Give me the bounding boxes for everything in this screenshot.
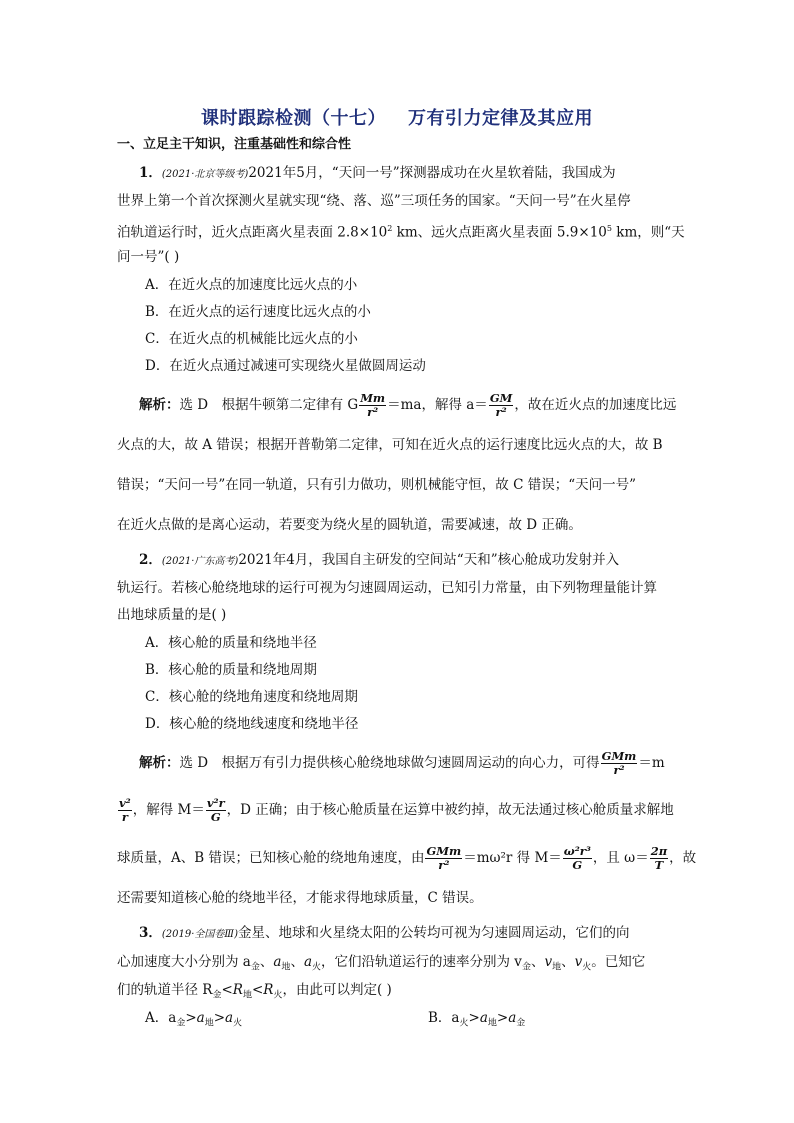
q1-answer-line-4: 在近火点做的是离心运动，若要变为绕火星的圆轨道，需要减速，故 D 正确。 — [117, 517, 582, 533]
title-sub: 万有引力定律及其应用 — [408, 108, 593, 129]
q1-option-d: D．在近火点通过减速可实现绕火星做圆周运动 — [145, 358, 426, 374]
q1-option-c: C．在近火点的机械能比远火点的小 — [145, 331, 358, 347]
q1-line-3: 泊轨道运行时，近火点距离火星表面 $2.8\times 10^2$ km、远火点距离火星表面 $5.9\times 10^5$ km，则“天 — [117, 224, 685, 241]
q2-line-1: 2．(2021·广东高考)2021年4月，我国自主研发的空间站“天和”核心舱成功发射并入 — [139, 552, 620, 568]
q2-option-a: A．核心舱的质量和绕地半径 — [145, 635, 317, 651]
q2-line-2: 轨运行。若核心舱绕地球的运行可视为匀速圆周运动，已知引力常量，由下列物理量能计算 — [117, 580, 657, 596]
section-heading: 一、立足主干知识，注重基础性和综合性 — [117, 137, 352, 152]
q3-line-3: 们的轨道半径 $R_金<R_地<R_火$，由此可以判定( ) — [117, 982, 392, 1001]
q2-answer-line-3: 球质量，A、B 错误；已知核心舱的绕地角速度，由 $\frac{\text{GMm}}{\text{r²}}$ ＝mω²r 得 M＝ $\frac{\text{ω²r³}}{G}$ ，且 ω＝ $\frac{2\pi}{T}$ ，故 — [117, 844, 697, 872]
q3-option-b: B．$a_火>a_地>a_金$ — [428, 1010, 526, 1029]
q1-answer-line-3: 错误；“天问一号”在同一轨道，只有引力做功，则机械能守恒，故 C 错误；“天问一号” — [117, 477, 637, 493]
q3-line-2: 心加速度大小分别为 $a_金$、$a_地$、$a_火$，它们沿轨道运行的速率分别为 $v_金$、$v_地$、$v_火$。已知它 — [117, 954, 646, 973]
q1-answer-line-1: 解析：选 D 根据牛顿第二定律有 G $\frac{Mm}{\text{r²}}$ ＝ma，解得 a＝ $\frac{GM}{\text{r²}}$ ，故在近火点的加速度比远 — [139, 391, 677, 419]
q1-answer-line-2: 火点的大，故 A 错误；根据开普勒第二定律，可知在近火点的运行速度比远火点的大，故 B — [117, 437, 663, 453]
q1-line-1: 1．(2021·北京等级考)2021年5月，“天问一号”探测器成功在火星软着陆，我国成为 — [139, 165, 616, 181]
q1-option-b: B．在近火点的运行速度比远火点的小 — [145, 304, 371, 320]
q2-answer-line-1: 解析：选 D 根据万有引力提供核心舱绕地球做匀速圆周运动的向心力，可得 $\frac{\text{GMm}}{\text{r²}}$ ＝m — [139, 749, 665, 777]
q2-option-c: C．核心舱的绕地角速度和绕地周期 — [145, 689, 358, 705]
q2-line-3: 出地球质量的是( ) — [117, 607, 227, 623]
q2-option-b: B．核心舱的质量和绕地周期 — [145, 662, 317, 678]
q1-option-a: A．在近火点的加速度比远火点的小 — [145, 277, 358, 293]
q3-option-a: A．$a_金>a_地>a_火$ — [145, 1010, 243, 1029]
q1-line-4: 问一号”( ) — [117, 249, 180, 265]
q2-answer-line-2: $\frac{\text{v²}}{r}$ ，解得 M＝ $\frac{\text{v²r}}{G}$ ，D 正确；由于核心舱质量在运算中被约掉，故无法通过核心舱质量求解地 — [119, 796, 674, 824]
page-title — [0, 104, 794, 130]
q3-line-1: 3．(2019·全国卷Ⅲ)金星、地球和火星绕太阳的公转均可视为匀速圆周运动，它们的向 — [139, 925, 630, 941]
q2-answer-line-4: 还需要知道核心舱的绕地半径，才能求得地球质量，C 错误。 — [117, 890, 483, 906]
q1-line-2: 世界上第一个首次探测火星就实现“绕、落、巡”三项任务的国家。“天问一号”在火星停 — [117, 193, 631, 209]
q2-option-d: D．核心舱的绕地线速度和绕地半径 — [145, 716, 359, 732]
title-main: 课时跟踪检测（十七） — [201, 108, 386, 129]
